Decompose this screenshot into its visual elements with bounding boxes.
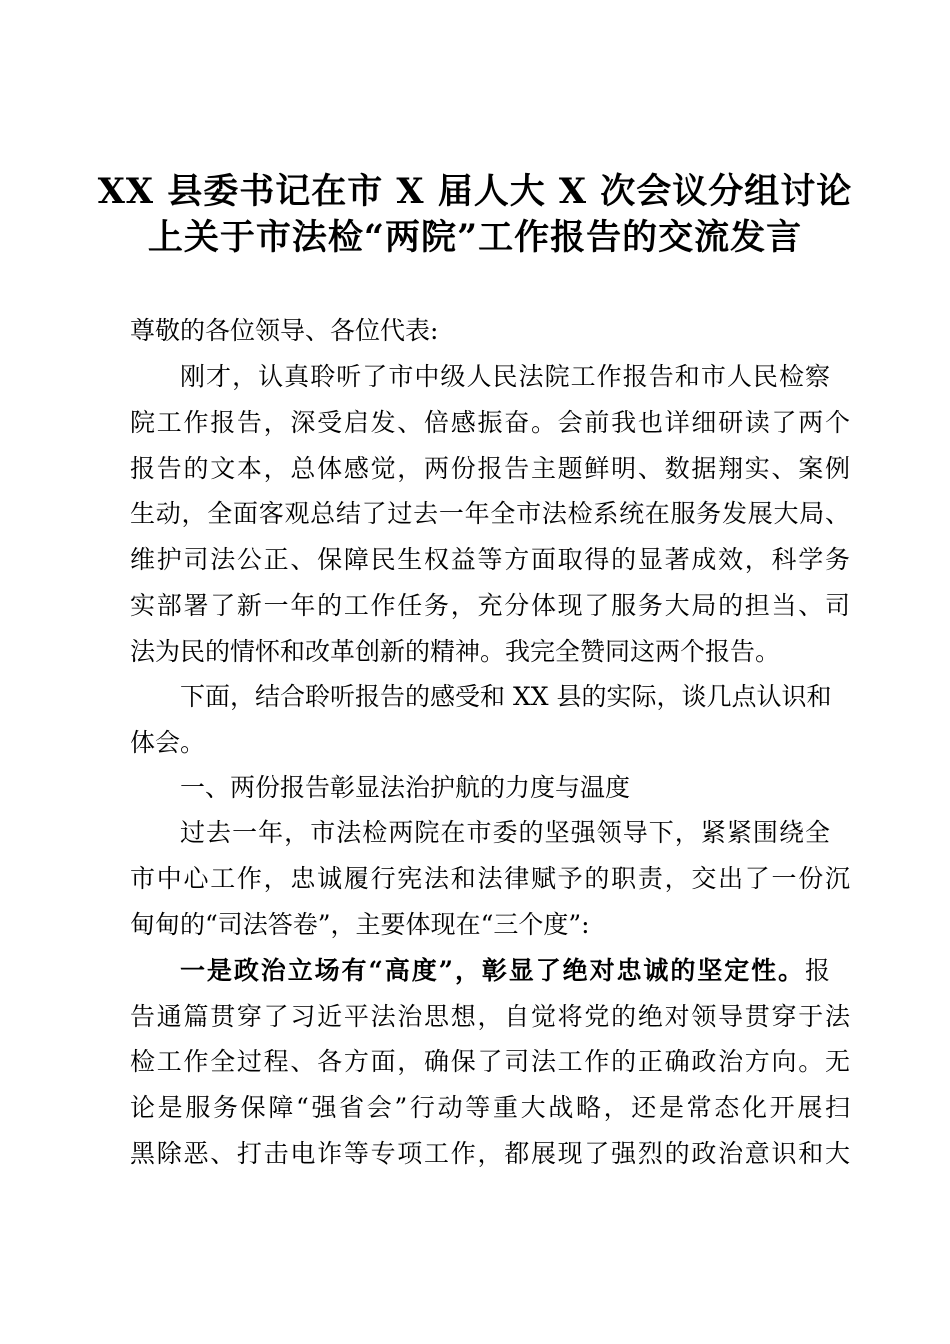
paragraph-1-line-6: 实部署了新一年的工作任务，充分体现了服务大局的担当、司 (130, 591, 850, 620)
paragraph-4-line-3: 检工作全过程、各方面，确保了司法工作的正确政治方向。无 (130, 1047, 850, 1076)
salutation: 尊敬的各位领导、各位代表: (130, 316, 439, 345)
paragraph-2-line-2: 体会。 (130, 728, 206, 757)
paragraph-3-line-3: 甸甸的“司法答卷”，主要体现在“三个度”: (130, 910, 590, 939)
section-1-heading: 一、两份报告彰显法治护航的力度与温度 (180, 773, 631, 802)
paragraph-1-line-3: 报告的文本，总体感觉，两份报告主题鲜明、数据翔实、案例 (130, 454, 850, 483)
paragraph-4-line-1-rest: 报 (804, 956, 830, 985)
paragraph-2-line-1: 下面，结合聆听报告的感受和 XX 县的实际，谈几点认识和 (180, 682, 832, 711)
paragraph-4-line-2: 告通篇贯穿了习近平法治思想，自觉将党的绝对领导贯穿于法 (130, 1002, 850, 1031)
paragraph-4-line-4: 论是服务保障“强省会”行动等重大战略，还是常态化开展扫 (130, 1093, 850, 1122)
paragraph-4-lead: 一是政治立场有“高度”，彰显了绝对忠诚的坚定性。 (180, 956, 805, 985)
paragraph-4-line-1 (180, 951, 830, 991)
title-line-2: 上关于市法检“两院”工作报告的交流发言 (147, 217, 803, 258)
paragraph-1-line-2: 院工作报告，深受启发、倍感振奋。会前我也详细研读了两个 (130, 408, 850, 437)
paragraph-1-line-7: 法为民的情怀和改革创新的精神。我完全赞同这两个报告。 (130, 637, 781, 666)
paragraph-1-line-5: 维护司法公正、保障民生权益等方面取得的显著成效，科学务 (130, 545, 850, 574)
paragraph-3-line-1: 过去一年，市法检两院在市委的坚强领导下，紧紧围绕全 (180, 818, 830, 847)
paragraph-1-line-4: 生动，全面客观总结了过去一年全市法检系统在服务发展大局、 (130, 499, 850, 528)
paragraph-4-line-5: 黑除恶、打击电诈等专项工作，都展现了强烈的政治意识和大 (130, 1139, 850, 1168)
paragraph-3-line-2: 市中心工作，忠诚履行宪法和法律赋予的职责，交出了一份沉 (130, 864, 850, 893)
title-line-1: XX 县委书记在市 X 届人大 X 次会议分组讨论 (97, 171, 853, 212)
paragraph-1-line-1: 刚才，认真聆听了市中级人民法院工作报告和市人民检察 (180, 362, 830, 391)
